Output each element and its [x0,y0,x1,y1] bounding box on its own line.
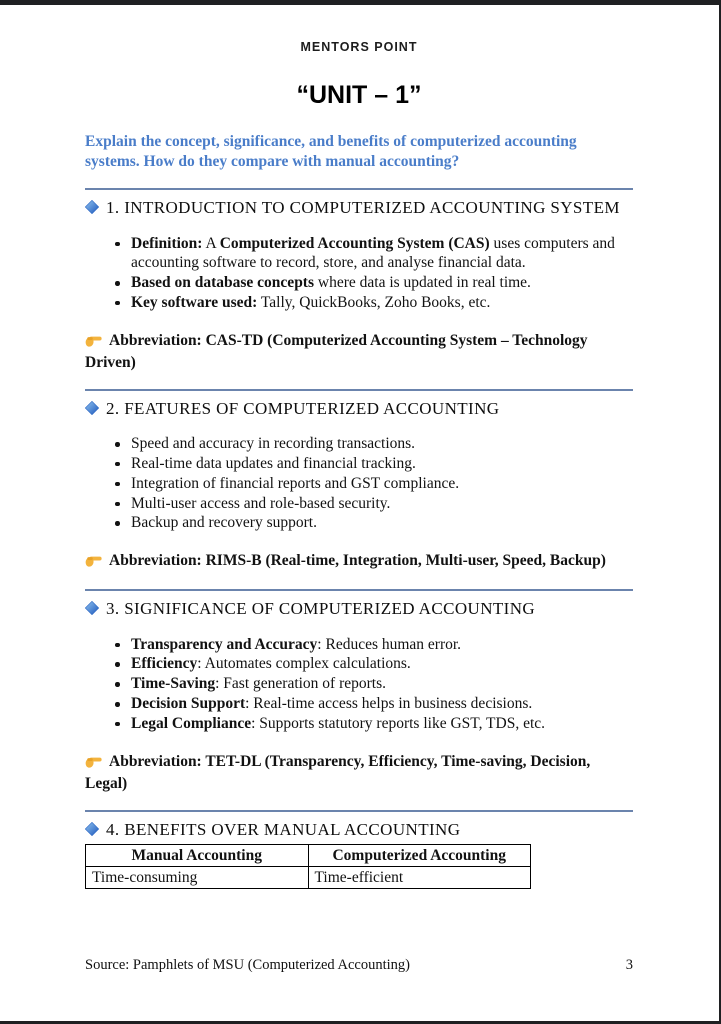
page-title: “UNIT – 1” [296,81,422,109]
bullet-item [115,234,633,274]
bullet-text: Speed and accuracy in recording transactions. [131,435,416,453]
bullet-bold-text: Efficiency [131,655,198,673]
blue-diamond-icon [85,399,99,421]
blue-diamond-icon [85,198,99,220]
table-cell: Time-consuming [86,867,309,889]
pointing-hand-icon [85,553,102,573]
sections-container [85,188,633,889]
bullet-text: : Reduces human error. [317,635,462,653]
section-1 [85,188,633,373]
comparison-table [85,844,531,889]
abbreviation-text: Abbreviation: CAS-TD (Computerized Accounting System – Technology Driven) [85,331,588,371]
bullet-text: Real-time data updates and financial tracking. [131,454,416,472]
bullet-bold-text: Transparency and Accuracy [131,635,318,653]
page-number: 3 [625,957,633,973]
section-heading [85,398,633,421]
source-text: Source: Pamphlets of MSU (Computerized Accounting) [85,957,410,973]
bullet-item [115,674,633,694]
table-row [86,867,531,889]
section-divider [85,810,633,812]
section-2 [85,389,633,573]
bullet-text: : Supports statutory reports like GST, TDS, etc. [251,714,546,732]
table-header-cell: Manual Accounting [86,845,309,867]
page-content [0,5,719,889]
bullet-bold-text: Decision Support [131,695,246,713]
bullet-bold-text: Key software used: [131,293,258,311]
abbreviation-text: Abbreviation: TET-DL (Transparency, Efficiency, Time-saving, Decision, Legal) [85,752,591,792]
bullet-item [115,694,633,714]
brand-header: MENTORS POINT [300,40,418,54]
bullet-item [115,635,633,655]
bullet-list [85,234,633,313]
section-divider [85,589,633,591]
bullet-item [115,474,633,494]
bullet-bold-text: Based on database concepts [131,274,315,292]
bullet-item [115,293,633,313]
bullet-text: : Real-time access helps in business decisions. [245,695,533,713]
section-heading [85,197,633,220]
pointing-hand-icon [85,754,102,774]
bullet-item [115,714,633,734]
table-header-cell: Computerized Accounting [308,845,531,867]
bullet-text: uses computers and accounting software to record, store, and analyse financial data. [131,234,615,272]
blue-diamond-icon [85,820,99,842]
bullet-text: Backup and recovery support. [131,514,317,532]
section-divider [85,389,633,391]
bullet-text: Integration of financial reports and GST compliance. [131,474,460,492]
table-header-row [86,845,531,867]
pointing-hand-icon [85,333,102,353]
bullet-text: : Automates complex calculations. [197,655,411,673]
bullet-item [115,513,633,533]
abbreviation-line [85,551,633,573]
section-4 [85,810,633,890]
table-cell: Time-efficient [308,867,531,889]
bullet-item [115,434,633,454]
bullet-item [115,273,633,293]
page-footer [85,957,633,974]
section-heading-text: 2. FEATURES OF COMPUTERIZED ACCOUNTING [106,398,500,418]
bullet-text: Tally, QuickBooks, Zoho Books, etc. [257,293,491,311]
blue-diamond-icon [85,599,99,621]
bullet-text: : Fast generation of reports. [215,675,387,693]
bullet-item [115,454,633,474]
section-heading-text: 1. INTRODUCTION TO COMPUTERIZED ACCOUNTING SYSTEM [106,198,620,217]
bullet-text: where data is updated in real time. [314,274,531,292]
bullet-list [85,434,633,533]
bullet-text: Multi-user access and role-based security. [131,494,391,512]
bullet-bold-text: Legal Compliance [131,714,252,732]
bullet-bold-text: Definition: [131,234,203,252]
section-3 [85,589,633,793]
abbreviation-text: Abbreviation: RIMS-B (Real-time, Integration, Multi-user, Speed, Backup) [109,552,606,570]
bullet-bold-text: Time-Saving [131,675,216,693]
section-heading [85,819,633,842]
section-divider [85,188,633,190]
abbreviation-line [85,752,633,794]
section-heading [85,598,633,621]
bullet-list [85,635,633,734]
bullet-item [115,494,633,514]
question-text: Explain the concept, significance, and benefits of computerized accounting systems. How do they compare with manual accounting? [85,133,577,170]
abbreviation-line [85,331,633,373]
bullet-item [115,654,633,674]
section-heading-text: 4. BENEFITS OVER MANUAL ACCOUNTING [106,819,461,839]
bullet-text: A [202,234,220,252]
section-heading-text: 3. SIGNIFICANCE OF COMPUTERIZED ACCOUNTING [106,599,536,619]
bullet-bold-text: Computerized Accounting System (CAS) [219,234,490,252]
